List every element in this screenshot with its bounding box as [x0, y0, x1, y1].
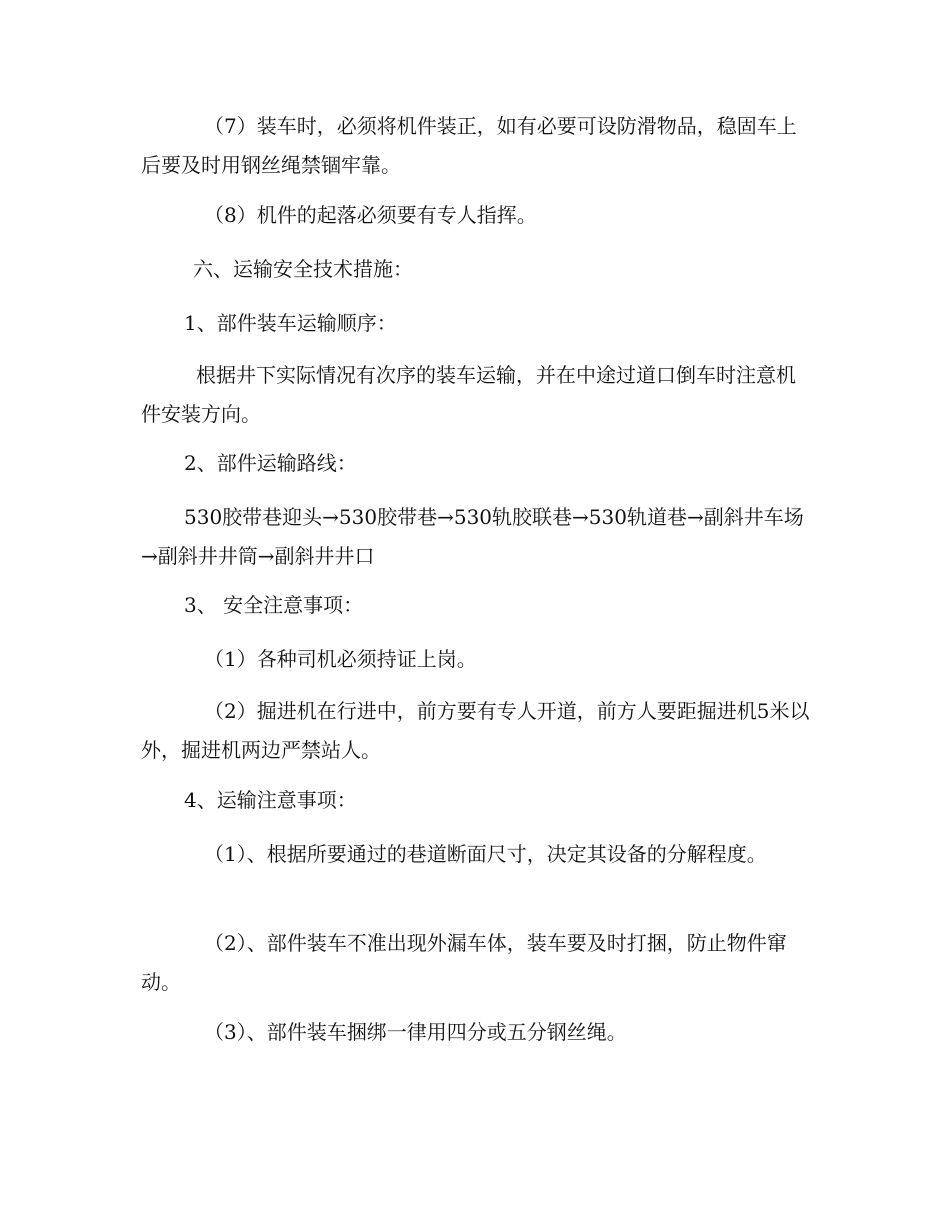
safety-item-2: （2）掘进机在行进中，前方要有专人开道，前方人要距掘进机5米以外，掘进机两边严禁站人。 — [141, 699, 810, 762]
safety-item-1: （1）各种司机必须持证上岗。 — [204, 647, 477, 671]
section-heading-6: 六、运输安全技术措施： — [193, 257, 413, 281]
transport-item-3: （3）、部件装车捆绑一律用四分或五分钢丝绳。 — [204, 1020, 627, 1044]
transport-item-1: （1）、根据所要通过的巷道断面尺寸，决定其设备的分解程度。 — [204, 842, 767, 866]
paragraph-loading-order: 根据井下实际情况有次序的装车运输，并在中途过道口倒车时注意机件安装方向。 — [141, 363, 796, 426]
subheading-2: 2、部件运输路线： — [184, 451, 357, 475]
subheading-3: 3、 安全注意事项： — [184, 593, 364, 617]
subheading-1: 1、部件装车运输顺序： — [184, 311, 397, 335]
paragraph-item-7: （7）装车时，必须将机件装正，如有必要可设防滑物品，稳固车上后要及时用钢丝绳禁锢牢靠。 — [141, 114, 797, 177]
subheading-4: 4、运输注意事项： — [184, 788, 357, 812]
transport-item-2: （2）、部件装车不准出现外漏车体，装车要及时打捆，防止物件窜动。 — [141, 931, 787, 994]
paragraph-transport-route: 530胶带巷迎头→530胶带巷→530轨胶联巷→530轨道巷→副斜井车场→副斜井井筒→副斜井井口 — [141, 505, 804, 568]
paragraph-item-8: （8）机件的起落必须要有专人指挥。 — [204, 203, 537, 227]
